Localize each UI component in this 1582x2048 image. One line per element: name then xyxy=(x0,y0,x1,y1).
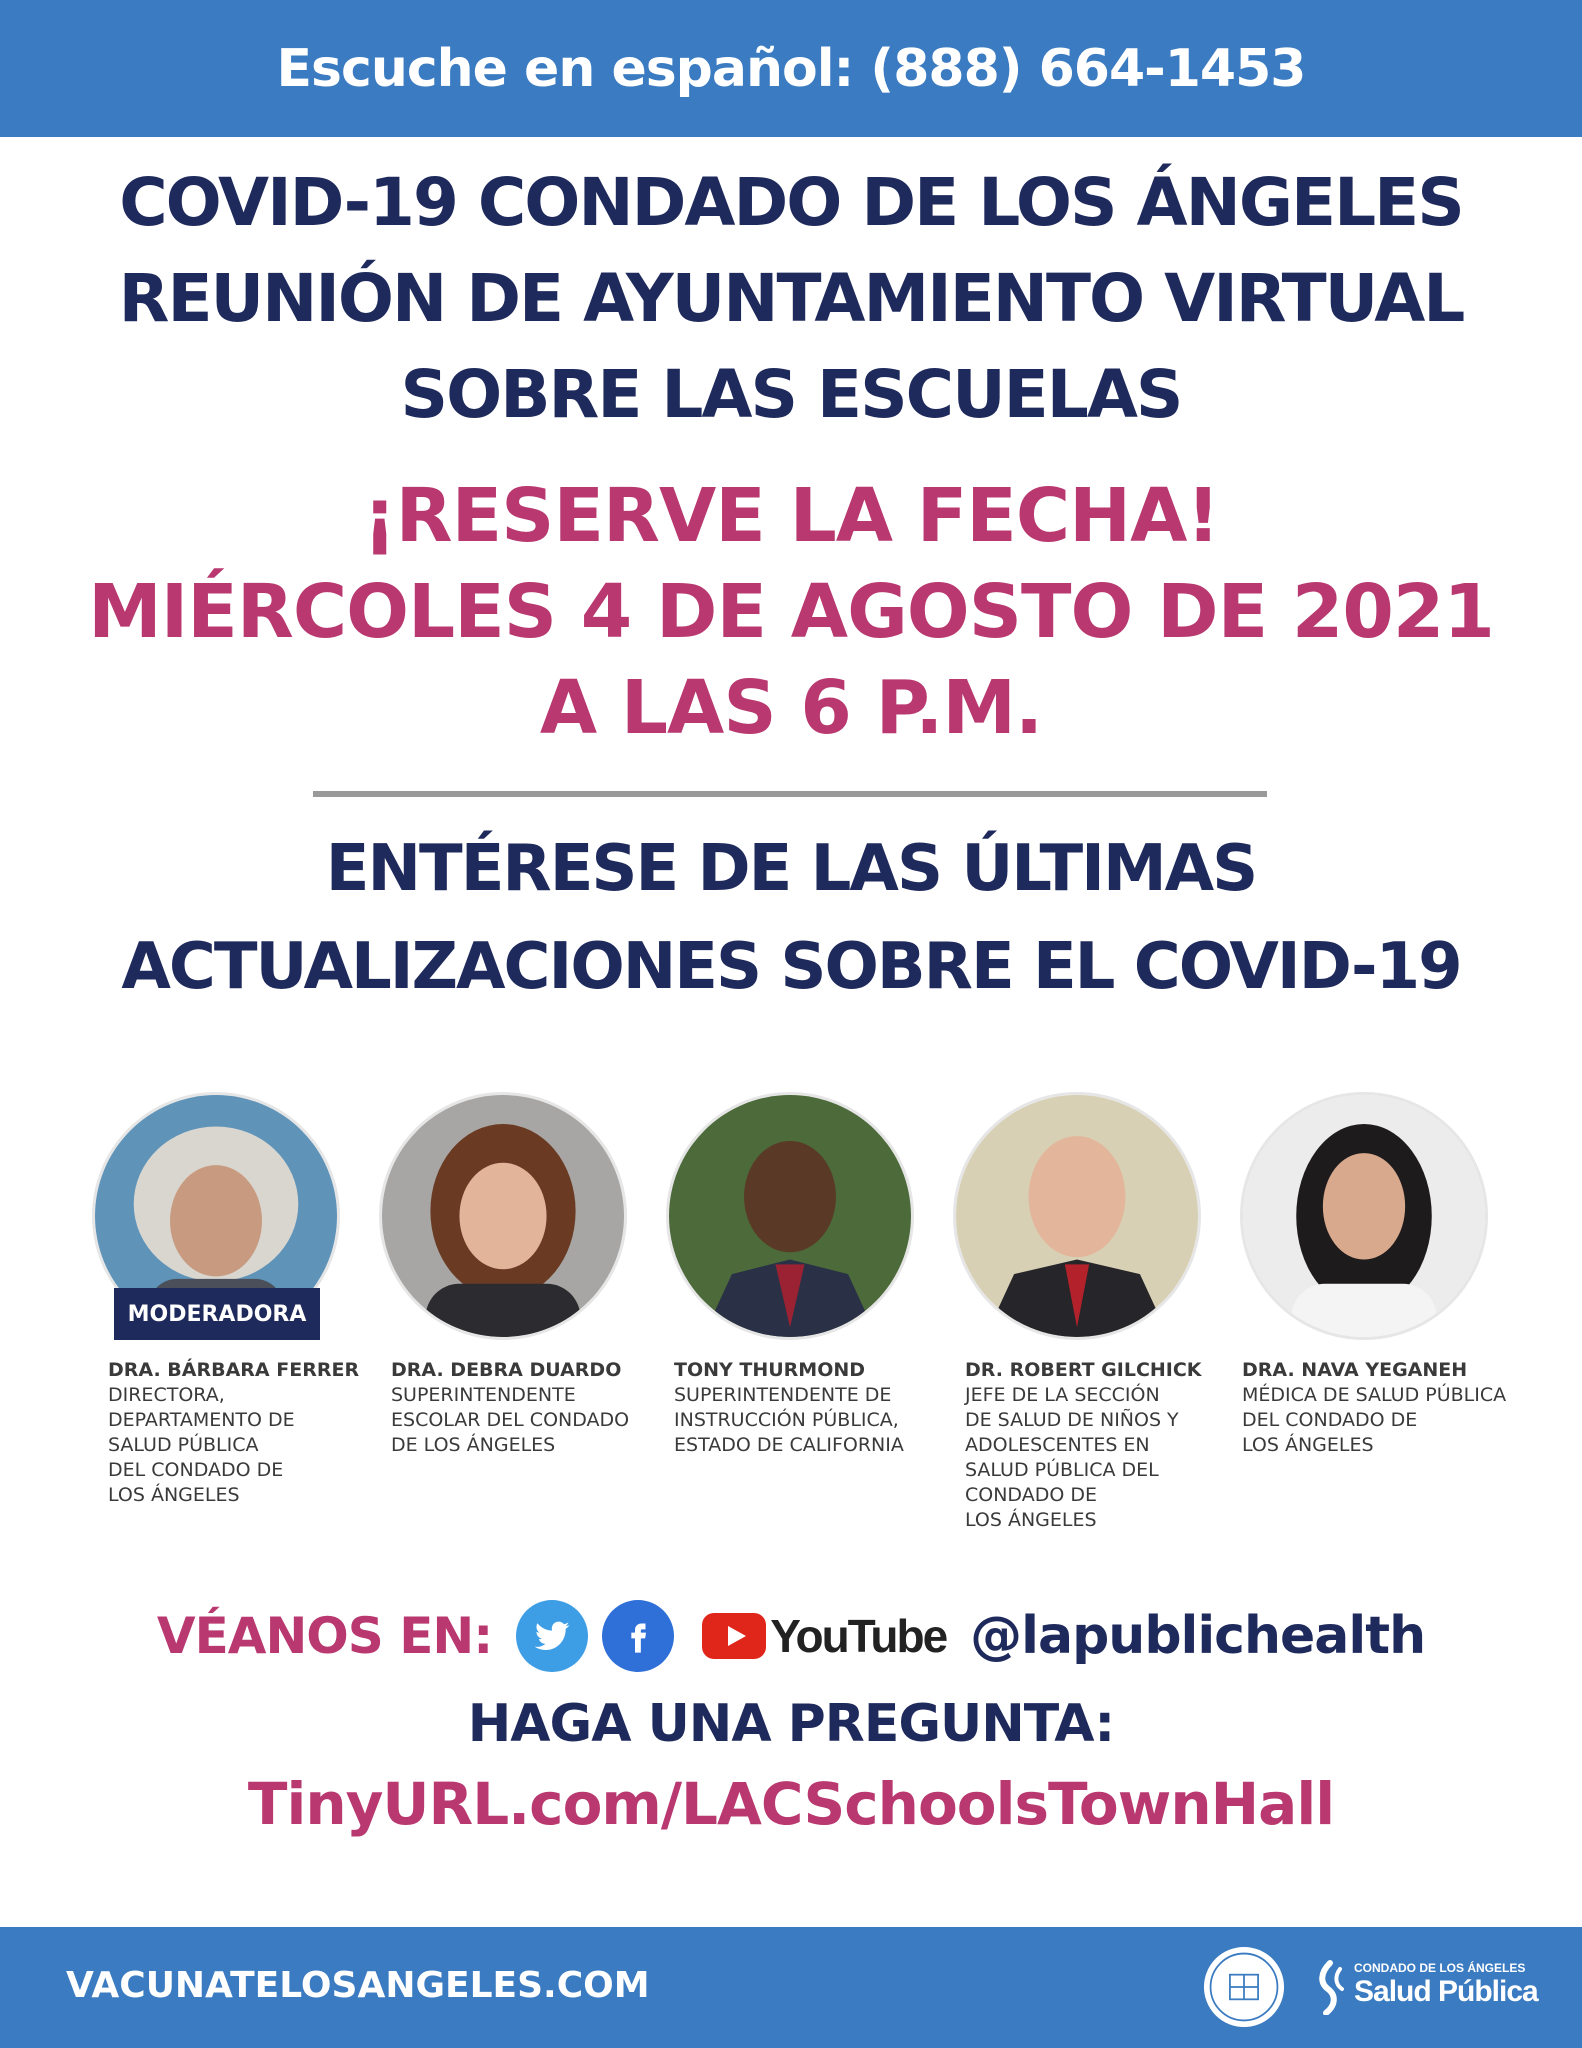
event-date xyxy=(0,468,1582,756)
speaker-caption-3 xyxy=(674,1358,939,1458)
event-title xyxy=(0,155,1582,443)
logo-public-health-text: Salud Pública xyxy=(1354,1975,1538,2008)
speaker-photo-duardo xyxy=(379,1092,639,1340)
speaker-name: DRA. DEBRA DUARDO xyxy=(391,1359,622,1381)
speaker-caption-1 xyxy=(108,1358,373,1508)
speaker-title: JEFE DE LA SECCIÓN DE SALUD DE NIÑOS Y ADOLESCENTES EN SALUD PÚBLICA DEL CONDADO DE LOS ÁNGELES xyxy=(965,1384,1179,1531)
public-health-logo xyxy=(1310,1959,1540,2019)
title-line-2: REUNIÓN DE AYUNTAMIENTO VIRTUAL xyxy=(118,260,1464,337)
speaker-title: SUPERINTENDENTE DE INSTRUCCIÓN PÚBLICA, ESTADO DE CALIFORNIA xyxy=(674,1384,904,1456)
speaker-name: DR. ROBERT GILCHICK xyxy=(965,1359,1202,1381)
facebook-icon[interactable] xyxy=(602,1600,674,1672)
moderator-badge: MODERADORA xyxy=(114,1288,320,1340)
updates-line-2: ACTUALIZACIONES SOBRE EL COVID-19 xyxy=(121,930,1461,1004)
title-line-3: SOBRE LAS ESCUELAS xyxy=(400,356,1182,433)
speaker-name: TONY THURMOND xyxy=(674,1359,866,1381)
county-seal-icon xyxy=(1200,1943,1288,2031)
avatar xyxy=(666,1092,914,1340)
youtube-wordmark: YouTube xyxy=(770,1610,947,1662)
title-line-1: COVID-19 CONDADO DE LOS ÁNGELES xyxy=(119,164,1463,241)
youtube-icon[interactable] xyxy=(702,1609,946,1663)
speaker-title: DIRECTORA, DEPARTAMENTO DE SALUD PÚBLICA DEL CONDADO DE LOS ÁNGELES xyxy=(108,1384,295,1506)
updates-line-1: ENTÉRESE DE LAS ÚLTIMAS xyxy=(325,832,1257,906)
speaker-caption-4 xyxy=(965,1358,1230,1533)
time-line: A LAS 6 P.M. xyxy=(539,665,1043,751)
logo-county-text: CONDADO DE LOS ÁNGELES xyxy=(1354,1961,1526,1975)
speaker-photo-gilchick xyxy=(953,1092,1213,1340)
section-divider xyxy=(313,791,1267,797)
save-the-date: ¡RESERVE LA FECHA! xyxy=(362,473,1220,559)
speaker-name: DRA. BÁRBARA FERRER xyxy=(108,1359,360,1381)
speaker-title: SUPERINTENDENTE ESCOLAR DEL CONDADO DE LOS ÁNGELES xyxy=(391,1384,630,1456)
public-health-logo-icon xyxy=(1310,1959,1350,2015)
top-banner xyxy=(0,0,1582,137)
avatar xyxy=(379,1092,627,1340)
speaker-name: DRA. NAVA YEGANEH xyxy=(1242,1359,1468,1381)
date-line: MIÉRCOLES 4 DE AGOSTO DE 2021 xyxy=(88,569,1494,655)
ask-question-label: HAGA UNA PREGUNTA: xyxy=(467,1694,1115,1754)
speaker-title: MÉDICA DE SALUD PÚBLICA DEL CONDADO DE LOS ÁNGELES xyxy=(1242,1384,1507,1456)
footer-bar xyxy=(0,1927,1582,2048)
question-url-link[interactable]: TinyURL.com/LACSchoolsTownHall xyxy=(247,1770,1335,1838)
twitter-icon[interactable] xyxy=(516,1600,588,1672)
avatar xyxy=(1240,1092,1488,1340)
avatar xyxy=(953,1092,1201,1340)
speaker-photo-thurmond xyxy=(666,1092,926,1340)
updates-heading xyxy=(0,820,1582,1016)
speaker-photo-yeganeh xyxy=(1240,1092,1500,1340)
speaker-caption-2 xyxy=(391,1358,656,1458)
social-row xyxy=(0,1598,1582,1674)
spanish-phone-line: Escuche en español: (888) 664-1453 xyxy=(276,38,1306,99)
footer-site-link[interactable]: VACUNATELOSANGELES.COM xyxy=(66,1965,650,2006)
social-label: VÉANOS EN: xyxy=(156,1607,493,1665)
speaker-caption-5 xyxy=(1242,1358,1542,1458)
social-handle[interactable]: @lapublichealth xyxy=(970,1606,1426,1666)
